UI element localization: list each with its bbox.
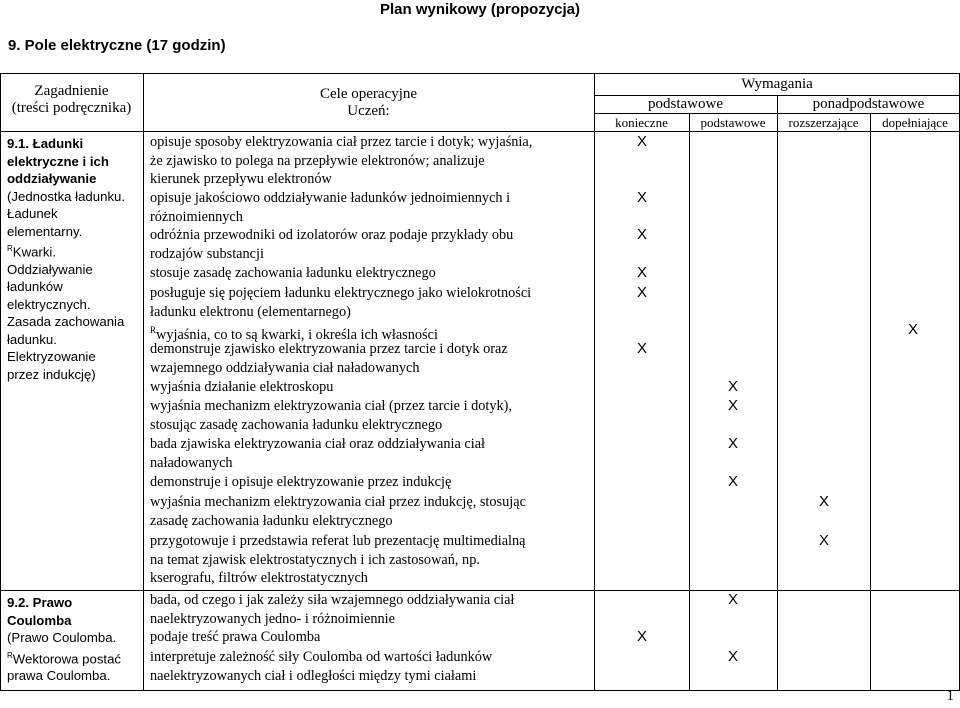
goal-row: przygotowuje i przedstawia referat lub prezentację multimedialną na temat zjawisk elektrostatycznych i ich zastosowań, np. kserografu, filtrów elektrostatycznych xyxy=(150,533,526,586)
page-number: 1 xyxy=(946,688,954,704)
level-header-complementary: dopełniające xyxy=(882,115,948,130)
goals-column-header: Cele operacyjne Uczeń: xyxy=(319,86,418,119)
requirement-mark: X xyxy=(727,378,738,395)
goal-row: wyjaśnia działanie elektroskopu xyxy=(150,379,334,395)
requirement-mark: X xyxy=(818,493,829,510)
table-top-border xyxy=(0,73,960,74)
section-title: 9. Pole elektryczne (17 godzin) xyxy=(8,37,226,54)
goal-row: opisuje jakościowo oddziaływanie ładunków jednoimiennych i różnoimiennych xyxy=(150,190,511,225)
requirement-mark: X xyxy=(636,226,647,243)
requirement-mark: X xyxy=(636,628,647,645)
goal-row: wyjaśnia mechanizm elektryzowania ciał przez indukcję, stosując zasadę zachowania ładunku elektrycznego xyxy=(150,494,526,529)
goal-row: demonstruje zjawisko elektryzowania przez tarcie i dotyk oraz wzajemnego oddziaływania ciał naładowanych xyxy=(150,341,508,376)
goal-row: odróżnia przewodniki od izolatorów oraz podaje przykłady obu rodzajów substancji xyxy=(150,227,514,262)
requirement-mark: X xyxy=(636,264,647,281)
advanced-requirements-header: ponadpodstawowe xyxy=(812,96,925,112)
goal-row: wyjaśnia mechanizm elektryzowania ciał (przez tarcie i dotyk), stosując zasadę zachowania ładunku elektrycznego xyxy=(150,398,513,433)
requirement-mark: X xyxy=(636,340,647,357)
goal-row: demonstruje i opisuje elektryzowanie przez indukcję xyxy=(150,474,452,490)
requirement-mark: X xyxy=(727,473,738,490)
level-header-basic: podstawowe xyxy=(700,115,766,130)
topic-column-header: Zagadnienie (treści podręcznika) xyxy=(11,83,132,116)
level-header-necessary: konieczne xyxy=(615,115,668,130)
table-bottom-border xyxy=(0,690,960,691)
requirement-mark: X xyxy=(636,284,647,301)
requirement-mark: X xyxy=(636,133,647,150)
goal-row: bada, od czego i jak zależy siła wzajemnego oddziaływania ciał naelektryzowanych jedno- i różnoimiennie xyxy=(150,592,515,627)
requirement-mark: X xyxy=(636,189,647,206)
requirement-mark: X xyxy=(727,397,738,414)
goal-row: opisuje sposoby elektryzowania ciał przez tarcie i dotyk; wyjaśnia, że zjawisko to polega na przepływie elektronów; analizuje kierunek przepływu elektronów xyxy=(150,134,533,187)
topic-9-2 xyxy=(7,594,137,685)
topic-title: 9.1. Ładunki elektryczne i ich oddziaływanie xyxy=(7,136,109,186)
basic-requirements-header: podstawowe xyxy=(648,96,723,112)
topic-9-1 xyxy=(7,135,137,383)
topic-contents: (Jednostka ładunku. Ładunek elementarny. $^R$Kwarki. Oddziaływanie ładunków elektrycznych. Zasada zachowania ładunku. Elektryzowanie przez indukcję) xyxy=(7,188,126,382)
topic-contents: (Prawo Coulomba. $^R$Wektorowa postać prawa Coulomba. xyxy=(7,630,122,684)
col-divider xyxy=(689,113,690,691)
header-bottom-line xyxy=(0,131,960,132)
goal-row: interpretuje zależność siły Coulomba od wartości ładunków naelektryzowanych ciał i odległości między tymi ciałami xyxy=(150,649,493,684)
col-divider xyxy=(594,73,595,691)
level-header-extending: rozszerzające xyxy=(788,115,859,130)
requirements-header: Wymagania xyxy=(741,76,813,92)
page-title: Plan wynikowy (propozycja) xyxy=(379,1,581,18)
col-divider xyxy=(777,95,778,691)
topic-title: 9.2. Prawo Coulomba xyxy=(7,595,73,628)
col-divider xyxy=(143,73,144,691)
goal-row: bada zjawiska elektryzowania ciał oraz oddziaływania ciał naładowanych xyxy=(150,436,486,471)
table-left-border xyxy=(0,73,1,691)
requirement-mark: X xyxy=(727,435,738,452)
goal-row: podaje treść prawa Coulomba xyxy=(150,629,321,645)
goal-row: posługuje się pojęciem ładunku elektrycznego jako wielokrotności ładunku elektronu (elementarnego) xyxy=(150,285,532,320)
col-divider xyxy=(870,113,871,691)
requirement-mark: X xyxy=(907,321,918,338)
requirement-mark: X xyxy=(818,532,829,549)
goal-row: stosuje zasadę zachowania ładunku elektrycznego xyxy=(150,265,436,281)
goal-row: $^R$wyjaśnia, co to są kwarki, i określa ich własności xyxy=(150,325,438,343)
requirement-mark: X xyxy=(727,648,738,665)
requirement-mark: X xyxy=(727,591,738,608)
